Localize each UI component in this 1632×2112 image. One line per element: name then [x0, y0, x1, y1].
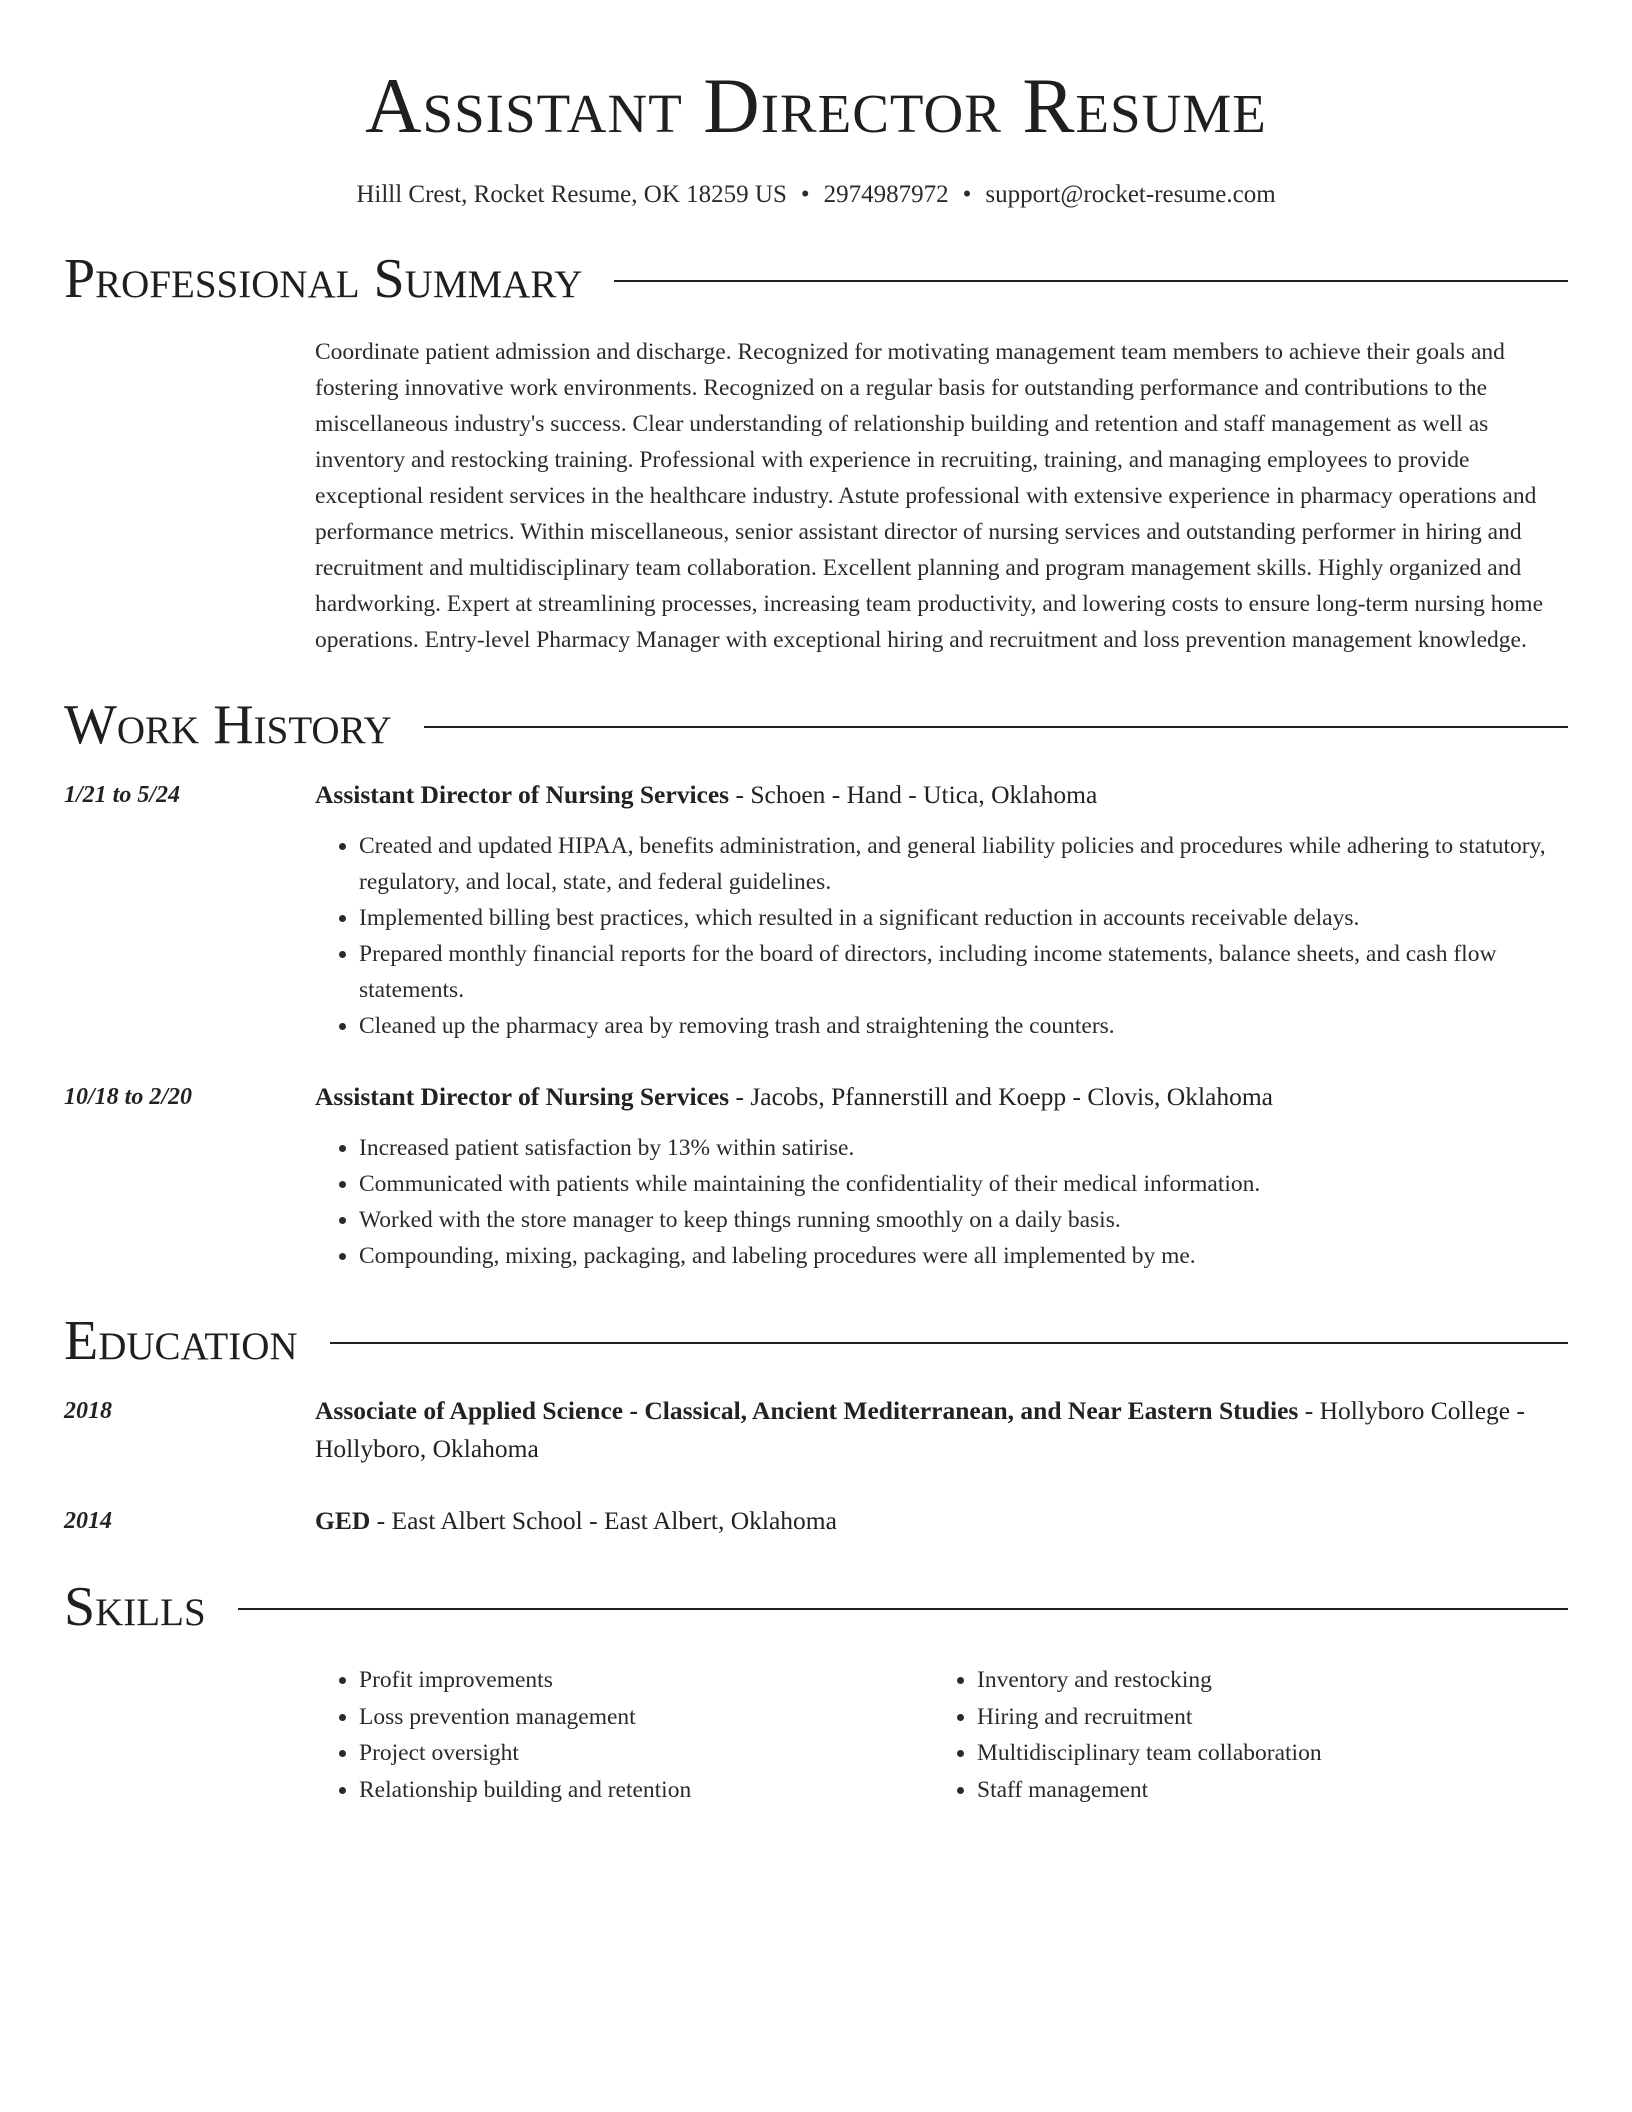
education-year: 2014 [64, 1508, 112, 1534]
work-dates: 10/18 to 2/20 [64, 1084, 193, 1110]
contact-phone: 2974987972 [823, 181, 949, 208]
work-bullet: • Communicated with patients while maintaining the confidentiality of their medical information. [359, 1166, 1568, 1202]
work-role: Assistant Director of Nursing Services [315, 1082, 730, 1111]
work-bullet: • Increased patient satisfaction by 13% within satirise. [359, 1130, 1568, 1166]
section-divider [614, 280, 1568, 282]
skill-item: • Hiring and recruitment [977, 1699, 1537, 1736]
skills-column-right [933, 1662, 1537, 1808]
education-degree: Associate of Applied Science - Classical, Ancient Mediterranean, and Near Eastern Studies [315, 1396, 1299, 1425]
work-entry [64, 1078, 1568, 1274]
work-bullets [315, 1130, 1568, 1274]
work-bullet: • Implemented billing best practices, which resulted in a significant reduction in accounts receivable delays. [359, 900, 1568, 936]
skill-item: • Staff management [977, 1772, 1537, 1809]
section-divider [330, 1342, 1568, 1344]
skill-item: • Loss prevention management [359, 1699, 933, 1736]
work-details: - Schoen - Hand - Utica, Oklahoma [729, 780, 1098, 809]
education-entry-body [315, 1392, 1568, 1468]
work-entry-body [315, 1078, 1568, 1274]
work-bullet: • Prepared monthly financial reports for the board of directors, including income statements, balance sheets, and cash flow statements. [359, 936, 1568, 1008]
work-section-title: Work History [64, 694, 392, 756]
contact-separator: • [962, 181, 972, 208]
work-bullets [315, 828, 1568, 1044]
work-dates: 1/21 to 5/24 [64, 782, 181, 808]
education-entry-body [315, 1502, 1568, 1540]
work-role: Assistant Director of Nursing Services [315, 780, 730, 809]
skill-item: • Relationship building and retention [359, 1772, 933, 1809]
skill-item: • Inventory and restocking [977, 1662, 1537, 1699]
section-divider [424, 726, 1568, 728]
work-details: - Jacobs, Pfannerstill and Koepp - Clovis, Oklahoma [729, 1082, 1273, 1111]
resume-title: Assistant Director Resume [365, 62, 1267, 149]
skill-item: • Multidisciplinary team collaboration [977, 1735, 1537, 1772]
education-year: 2018 [64, 1398, 112, 1424]
summary-text: Coordinate patient admission and discharge. Recognized for motivating management team members to achieve their goals and fostering innovative work environments. Recognized on a regular basis for outstanding performance and contributions to the miscellaneous industry's success. Clear understanding of relationship building and retention and staff management as well as inventory and restocking training. Professional with experience in recruiting, training, and managing employees to provide exceptional resident services in the healthcare industry. Astute professional with extensive experience in pharmacy operations and performance metrics. Within miscellaneous, senior assistant director of nursing services and outstanding performer in hiring and recruitment and multidisciplinary team collaboration. Excellent planning and program management skills. Highly organized and hardworking. Expert at streamlining processes, increasing team productivity, and lowering costs to ensure long-term nursing home operations. Entry-level Pharmacy Manager with exceptional hiring and recruitment and loss prevention management knowledge. [315, 339, 1544, 653]
work-bullet: • Cleaned up the pharmacy area by removing trash and straightening the counters. [359, 1008, 1568, 1044]
education-details: - East Albert School - East Albert, Oklahoma [370, 1506, 837, 1535]
education-heading [315, 1392, 1568, 1468]
contact-separator: • [800, 181, 810, 208]
skill-item: • Profit improvements [359, 1662, 933, 1699]
contact-line [64, 180, 1568, 210]
work-entry-body [315, 776, 1568, 1044]
work-bullet: • Created and updated HIPAA, benefits administration, and general liability policies and procedures while adhering to statutory, regulatory, and local, state, and federal guidelines. [359, 828, 1568, 900]
work-entry [64, 776, 1568, 1044]
education-degree: GED [315, 1506, 371, 1535]
section-divider [238, 1608, 1568, 1610]
skills-column-left [315, 1662, 933, 1808]
education-section-header [64, 1308, 1568, 1374]
summary-section-title: Professional Summary [64, 248, 583, 310]
work-heading [315, 776, 1568, 814]
education-entry [64, 1502, 1568, 1540]
work-bullet: • Compounding, mixing, packaging, and labeling procedures were all implemented by me. [359, 1238, 1568, 1274]
skills-list [315, 1662, 1568, 1808]
education-section-title: Education [64, 1310, 298, 1372]
education-details: - Hollyboro College - Hollyboro, Oklahoma [315, 1396, 1525, 1463]
skills-section-header [64, 1574, 1568, 1640]
work-bullet: • Worked with the store manager to keep things running smoothly on a daily basis. [359, 1202, 1568, 1238]
education-heading [315, 1502, 1568, 1540]
resume-page [64, 0, 1568, 1808]
work-heading [315, 1078, 1568, 1116]
education-entry [64, 1392, 1568, 1468]
contact-email: support@rocket-resume.com [985, 181, 1276, 208]
summary-section-header [64, 246, 1568, 312]
contact-address: Hilll Crest, Rocket Resume, OK 18259 US [356, 181, 787, 208]
skills-section-title: Skills [64, 1576, 206, 1638]
skill-item: • Project oversight [359, 1735, 933, 1772]
work-section-header [64, 692, 1568, 758]
